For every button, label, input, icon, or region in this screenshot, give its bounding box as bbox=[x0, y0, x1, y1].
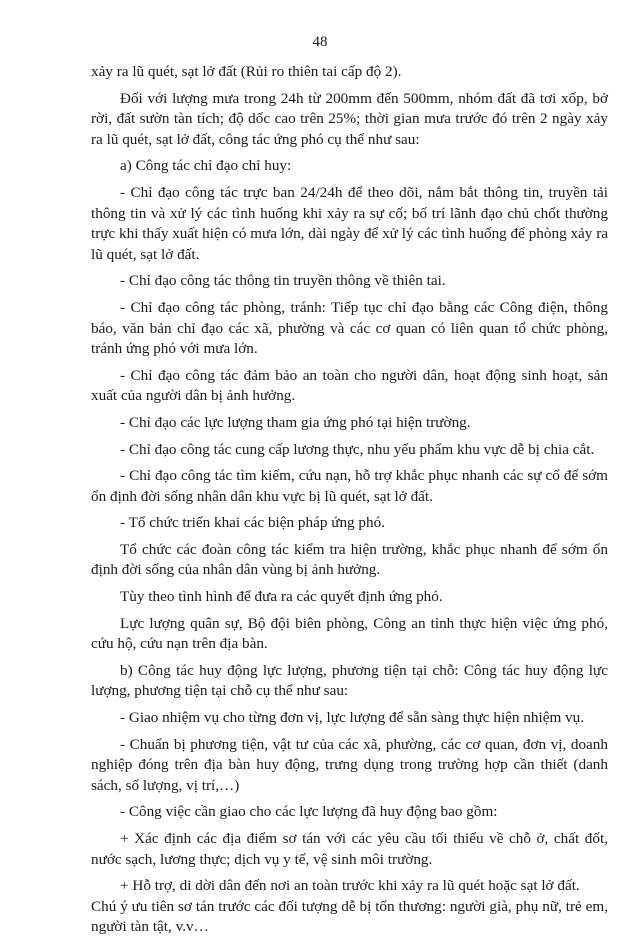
paragraph: Lực lượng quân sự, Bộ đội biên phòng, Công an tỉnh thực hiện việc ứng phó, cứu hộ, cứu nạn trên địa bàn. bbox=[91, 614, 608, 653]
list-item: - Chỉ đạo công tác thông tin truyền thông về thiên tai. bbox=[120, 272, 446, 290]
section-heading: b) Công tác huy động lực lượng, phương tiện tại chỗ: Công tác huy động lực lượng, phương tiện tại chỗ cụ thể như sau: bbox=[91, 661, 608, 700]
paragraph: Tùy theo tình hình để đưa ra các quyết định ứng phó. bbox=[120, 588, 443, 606]
section-heading: a) Công tác chỉ đạo chỉ huy: bbox=[120, 157, 292, 175]
list-item: - Tổ chức triển khai các biện pháp ứng phó. bbox=[120, 514, 386, 532]
list-item: - Công việc cần giao cho các lực lượng đã huy động bao gồm: bbox=[120, 803, 498, 821]
list-item: - Giao nhiệm vụ cho từng đơn vị, lực lượng để sẵn sàng thực hiện nhiệm vụ. bbox=[120, 709, 585, 727]
list-item: - Chỉ đạo các lực lượng tham gia ứng phó tại hiện trường. bbox=[120, 413, 471, 431]
list-item: - Chỉ đạo công tác phòng, tránh: Tiếp tục chỉ đạo bằng các Công điện, thông báo, văn bản chỉ đạo các xã, phường và các cơ quan có liên quan tổ chức phòng, tránh ứng phó với mưa lớn. bbox=[91, 298, 608, 358]
paragraph: Tổ chức các đoàn công tác kiểm tra hiện trường, khắc phục nhanh để sớm ổn định đời sống của nhân dân vùng bị ảnh hưởng. bbox=[91, 540, 608, 579]
list-item: - Chỉ đạo công tác đảm bảo an toàn cho người dân, hoạt động sinh hoạt, sản xuất của người dân bị ảnh hưởng. bbox=[91, 366, 608, 405]
list-item: - Chỉ đạo công tác trực ban 24/24h để theo dõi, nắm bắt thông tin, truyền tải thông tin và xử lý các tình huống khi xảy ra sự cố; bố trí lãnh đạo chủ chốt thường trực khi thấy xuất hiện có mưa lớn, dài ngày để xử lý các tình huống để phòng xảy ra lũ quét, sạt lở đất. bbox=[91, 183, 608, 263]
list-item: - Chỉ đạo công tác tìm kiếm, cứu nạn, hỗ trợ khắc phục nhanh các sự cố để sớm ổn định đời sống nhân dân khu vực bị lũ quét, sạt lở đất. bbox=[91, 467, 608, 505]
list-item: - Chuẩn bị phương tiện, vật tư của các xã, phường, các cơ quan, đơn vị, doanh nghiệp đóng trên địa bàn huy động, trưng dụng trong trường hợp cần thiết (danh sách, số lượng, vị trí,…) bbox=[91, 735, 608, 794]
document-body bbox=[91, 62, 608, 944]
sub-list-item: + Hỗ trợ, di dời dân đến nơi an toàn trước khi xảy ra lũ quét hoặc sạt lở đất. bbox=[120, 877, 580, 895]
paragraph: Đối với lượng mưa trong 24h từ 200mm đến 500mm, nhóm đất đã tơi xốp, bở rời, đất sườn tàn tích; độ dốc cao trên 25%; thời gian mưa trước đó trên 2 ngày xảy ra lũ quét, sạt lở đất, công tác ứng phó cụ thể như sau: bbox=[91, 89, 608, 148]
paragraph: xảy ra lũ quét, sạt lở đất (Rủi ro thiên tai cấp độ 2). bbox=[91, 63, 402, 80]
list-item: - Chỉ đạo công tác cung cấp lương thực, nhu yếu phẩm khu vực dễ bị chia cắt. bbox=[120, 440, 595, 458]
paragraph: Chú ý ưu tiên sơ tán trước các đối tượng dễ bị tổn thương: người già, phụ nữ, trẻ em, người tàn tật, v.v… bbox=[91, 897, 608, 936]
page-number: 48 bbox=[312, 34, 328, 50]
sub-list-item: + Xác định các địa điểm sơ tán với các yêu cầu tối thiểu về chỗ ở, chất đốt, nước sạch, lương thực; dịch vụ y tế, vệ sinh môi trường. bbox=[91, 830, 608, 868]
